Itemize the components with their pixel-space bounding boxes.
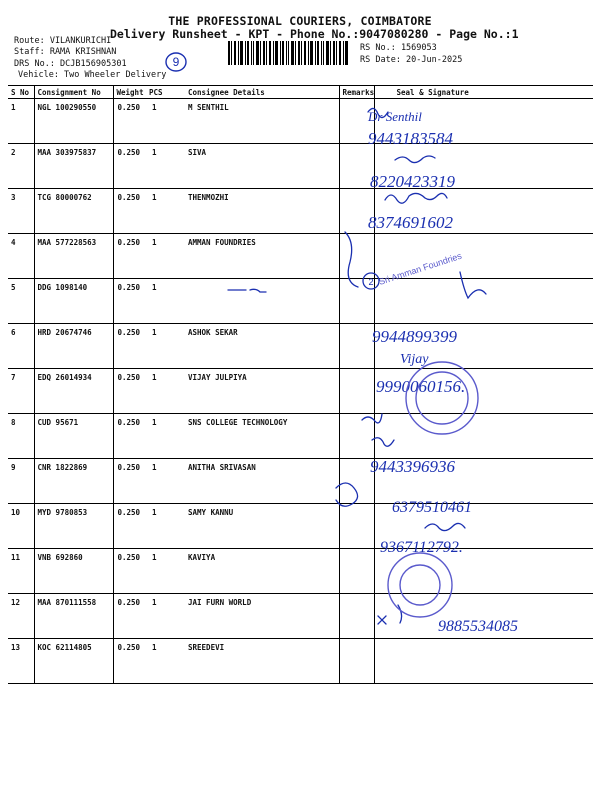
cell-sno: 12 [8, 594, 34, 639]
cell-consignee: JAI FURN WORLD [185, 594, 339, 639]
cell-consignee: M SENTHIL [185, 99, 339, 144]
cell-consignment: NGL 100290550 [34, 99, 113, 144]
barcode-image [228, 41, 348, 65]
cell-sno: 9 [8, 459, 34, 504]
cell-remarks [339, 279, 374, 324]
cell-seal [374, 414, 593, 459]
cell-seal [374, 99, 593, 144]
cell-consignee: THENMOZHI [185, 189, 339, 234]
table-row [8, 639, 593, 684]
cell-remarks [339, 639, 374, 684]
cell-seal [374, 369, 593, 414]
cell-consignee: ANITHA SRIVASAN [185, 459, 339, 504]
vehicle-label: Vehicle: Two Wheeler Delivery [18, 70, 167, 80]
cell-pcs: 1 [146, 99, 185, 144]
rs-number: RS No.: 1569053 [360, 43, 437, 53]
cell-consignment: VNB 692860 [34, 549, 113, 594]
table-row [8, 414, 593, 459]
cell-weight: 0.250 [113, 144, 146, 189]
cell-remarks [339, 189, 374, 234]
cell-consignment: MAA 577228563 [34, 234, 113, 279]
cell-sno: 10 [8, 504, 34, 549]
cell-consignee: SIVA [185, 144, 339, 189]
cell-pcs: 1 [146, 639, 185, 684]
cell-weight: 0.250 [113, 639, 146, 684]
cell-pcs: 1 [146, 234, 185, 279]
header-seal: Seal & Signature [374, 86, 593, 99]
table-row [8, 324, 593, 369]
cell-consignee: KAVIYA [185, 549, 339, 594]
handwritten-phone: 9885534085 [438, 618, 518, 635]
cell-consignment: TCG 80000762 [34, 189, 113, 234]
cell-weight: 0.250 [113, 504, 146, 549]
cell-consignment: KOC 62114805 [34, 639, 113, 684]
header-remarks: Remarks [339, 86, 374, 99]
cell-pcs: 1 [146, 324, 185, 369]
cell-sno: 11 [8, 549, 34, 594]
cell-consignment: MYD 9780853 [34, 504, 113, 549]
header-pcs: PCS [146, 86, 185, 99]
cell-sno: 2 [8, 144, 34, 189]
cell-seal [374, 594, 593, 639]
table-row [8, 459, 593, 504]
cell-remarks [339, 459, 374, 504]
cell-remarks [339, 369, 374, 414]
cell-consignee: SAMY KANNU [185, 504, 339, 549]
cell-consignee: ASHOK SEKAR [185, 324, 339, 369]
circled-number-mark [164, 50, 188, 74]
runsheet-subtitle: Delivery Runsheet - KPT - Phone No.:9047080280 - Page No.:1 [110, 27, 519, 41]
cell-seal [374, 459, 593, 504]
cell-consignment: CNR 1822869 [34, 459, 113, 504]
cell-seal [374, 549, 593, 594]
header-weight: Weight [113, 86, 146, 99]
handwritten-phone: 8374691602 [368, 213, 453, 232]
cell-sno: 5 [8, 279, 34, 324]
handwritten-name: Dr Senthil [368, 109, 422, 124]
cell-sno: 3 [8, 189, 34, 234]
header-consignment: Consignment No [34, 86, 113, 99]
runsheet-table [8, 85, 593, 684]
cell-remarks [339, 324, 374, 369]
cell-pcs: 1 [146, 189, 185, 234]
table-row [8, 504, 593, 549]
handwritten-phone: 9990060156. [376, 377, 466, 396]
cell-remarks [339, 234, 374, 279]
company-title: THE PROFESSIONAL COURIERS, COIMBATORE [168, 14, 432, 28]
cell-seal [374, 639, 593, 684]
handwritten-phone: 9367112792. [380, 539, 463, 556]
cell-consignee: SREEDEVI [185, 639, 339, 684]
table-row [8, 594, 593, 639]
route-label: Route: VILANKURICHI [14, 36, 112, 46]
cell-weight: 0.250 [113, 414, 146, 459]
cell-pcs: 1 [146, 594, 185, 639]
cell-weight: 0.250 [113, 234, 146, 279]
company-stamp-text: Sri Amman Foundries [377, 250, 463, 287]
cell-seal [374, 324, 593, 369]
cell-pcs: 1 [146, 549, 185, 594]
cell-seal [374, 189, 593, 234]
table-header-row [8, 86, 593, 99]
cell-sno: 1 [8, 99, 34, 144]
cell-weight: 0.250 [113, 324, 146, 369]
cell-remarks [339, 549, 374, 594]
header-sno: S No [8, 86, 34, 99]
cell-consignee: VIJAY JULPIYA [185, 369, 339, 414]
cell-consignment: HRD 20674746 [34, 324, 113, 369]
cell-weight: 0.250 [113, 549, 146, 594]
cell-weight: 0.250 [113, 369, 146, 414]
table-row [8, 369, 593, 414]
cell-sno: 4 [8, 234, 34, 279]
handwritten-phone: 9944899399 [372, 327, 457, 346]
cell-sno: 8 [8, 414, 34, 459]
cell-pcs: 1 [146, 369, 185, 414]
cell-weight: 0.250 [113, 99, 146, 144]
circled-number: 9 [172, 55, 180, 69]
cell-consignee: SNS COLLEGE TECHNOLOGY [185, 414, 339, 459]
cell-consignment: DDG 1098140 [34, 279, 113, 324]
rs-date: RS Date: 20-Jun-2025 [360, 55, 463, 65]
cell-consignee: AMMAN FOUNDRIES [185, 234, 339, 279]
cell-pcs: 1 [146, 144, 185, 189]
cell-seal [374, 234, 593, 279]
table-row [8, 234, 593, 279]
table-row [8, 189, 593, 234]
cell-remarks [339, 504, 374, 549]
cell-pcs: 1 [146, 279, 185, 324]
cell-weight: 0.250 [113, 459, 146, 504]
table-row [8, 99, 593, 144]
svg-text:2: 2 [368, 277, 374, 287]
cell-consignment: CUD 95671 [34, 414, 113, 459]
table-row [8, 279, 593, 324]
staff-label: Staff: RAMA KRISHNAN [14, 47, 117, 57]
table-row [8, 144, 593, 189]
cell-consignment: MAA 870111558 [34, 594, 113, 639]
cell-seal [374, 144, 593, 189]
handwritten-name: Vijay [400, 352, 429, 367]
cell-seal [374, 279, 593, 324]
cell-sno: 6 [8, 324, 34, 369]
drs-number: DRS No.: DCJB156905301 [14, 59, 127, 69]
header-consignee: Consignee Details [185, 86, 339, 99]
cell-remarks [339, 144, 374, 189]
cell-pcs: 1 [146, 504, 185, 549]
cell-weight: 0.250 [113, 189, 146, 234]
cell-sno: 13 [8, 639, 34, 684]
cell-remarks [339, 594, 374, 639]
handwritten-phone: 9443396936 [370, 457, 455, 476]
cell-seal [374, 504, 593, 549]
handwritten-phone: 9443183584 [368, 129, 453, 148]
cell-pcs: 1 [146, 414, 185, 459]
cell-pcs: 1 [146, 459, 185, 504]
cell-consignment: EDQ 26014934 [34, 369, 113, 414]
cell-weight: 0.250 [113, 594, 146, 639]
table-row [8, 549, 593, 594]
handwritten-phone: 8220423319 [370, 172, 455, 191]
cell-sno: 7 [8, 369, 34, 414]
cell-remarks [339, 414, 374, 459]
cell-weight: 0.250 [113, 279, 146, 324]
handwritten-phone: 6379510461 [392, 499, 472, 516]
cell-remarks [339, 99, 374, 144]
cell-consignee [185, 279, 339, 324]
cell-consignment: MAA 303975837 [34, 144, 113, 189]
